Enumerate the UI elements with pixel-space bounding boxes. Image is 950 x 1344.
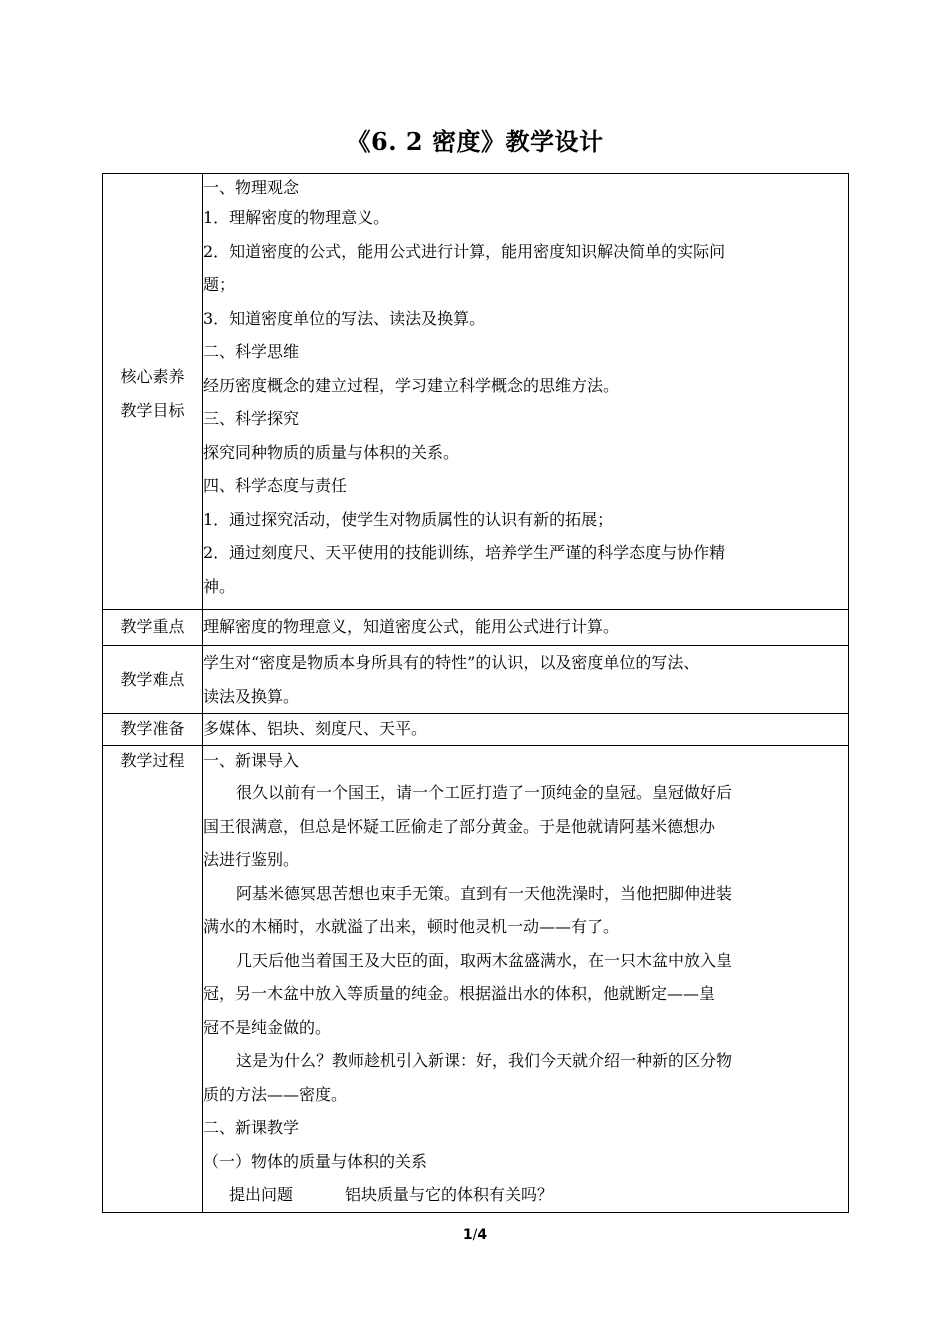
goal-line: 1．理解密度的物理意义。: [203, 208, 390, 227]
goal-line: 题；: [203, 275, 236, 294]
key-points-text: 理解密度的物理意义，知道密度公式，能用公式进行计算。: [203, 617, 620, 636]
row-content-preparation: [203, 714, 849, 746]
row-label-line: 教学过程: [120, 751, 185, 770]
goal-line: 2．通过刻度尺、天平使用的技能训练，培养学生严谨的科学态度与协作精: [203, 543, 726, 562]
page-total: 4: [477, 1227, 488, 1243]
subsection-heading: （一）物体的质量与体积的关系: [203, 1151, 428, 1171]
row-content-difficulties: [203, 646, 849, 714]
paragraph-line: 这是为什么？教师趁机引入新课：好，我们今天就介绍一种新的区分物: [236, 1051, 733, 1070]
section-heading: 二、科学思维: [203, 342, 300, 361]
section-heading: 四、科学态度与责任: [203, 476, 348, 495]
row-label-line: 教学准备: [120, 719, 185, 738]
page-number: 1: [462, 1227, 473, 1243]
question-line: [203, 1178, 848, 1212]
table-row-difficulties: [103, 646, 849, 714]
section-heading: 三、科学探究: [203, 409, 300, 428]
difficulties-line: 读法及换算。: [203, 686, 300, 706]
lesson-plan-table: [102, 173, 849, 1213]
section-heading: 一、新课导入: [203, 751, 300, 770]
row-label-difficulties: [103, 646, 203, 714]
goal-line: 1．通过探究活动，使学生对物质属性的认识有新的拓展；: [203, 509, 614, 529]
document-title: 《6. 2 密度》教学设计: [346, 127, 604, 156]
row-label-line: 教学重点: [120, 617, 185, 636]
goal-line: 经历密度概念的建立过程，学习建立科学概念的思维方法。: [203, 375, 620, 395]
page-separator: /: [472, 1227, 478, 1243]
row-label-preparation: [103, 714, 203, 746]
paragraph-line: 国王很满意，但总是怀疑工匠偷走了部分黄金。于是他就请阿基米德想办: [203, 816, 716, 836]
row-content-goals: [203, 174, 849, 610]
table-row-preparation: [103, 714, 849, 746]
goal-line: 3．知道密度单位的写法、读法及换算。: [203, 308, 486, 328]
row-label-key-points: [103, 610, 203, 646]
table-row-process: [103, 746, 849, 1213]
row-content-key-points: [203, 610, 849, 646]
row-label-line: 教学难点: [120, 669, 185, 689]
paragraph-line: 冠不是纯金做的。: [203, 1017, 332, 1037]
question-term: 提出问题: [229, 1185, 294, 1204]
paragraph-line: 质的方法——密度。: [203, 1084, 348, 1104]
table-row-goals: [103, 174, 849, 610]
row-label-goals: [103, 174, 203, 610]
table-row-key-points: [103, 610, 849, 646]
difficulties-line: 学生对“密度是物质本身所具有的特性”的认识，以及密度单位的写法、: [203, 653, 700, 672]
paragraph-line: 几天后他当着国王及大臣的面，取两木盆盛满水，在一只木盆中放入皇: [236, 950, 733, 970]
paragraph-line: 冠，另一木盆中放入等质量的纯金。根据溢出水的体积，他就断定——皇: [203, 984, 716, 1003]
row-label-process: [103, 746, 203, 1213]
preparation-text: 多媒体、铝块、刻度尺、天平。: [203, 719, 428, 738]
goal-line: 神。: [203, 576, 236, 596]
question-text: 铝块质量与它的体积有关吗？: [345, 1185, 554, 1204]
paragraph-line: 很久以前有一个国王，请一个工匠打造了一顶纯金的皇冠。皇冠做好后: [236, 783, 733, 802]
section-heading: 一、物理观念: [203, 178, 300, 197]
goal-line: 探究同种物质的质量与体积的关系。: [203, 442, 460, 462]
section-heading: 二、新课教学: [203, 1118, 300, 1137]
row-content-process: [203, 746, 849, 1213]
row-label-line: 核心素养: [120, 367, 185, 386]
paragraph-line: 阿基米德冥思苦想也束手无策。直到有一天他洗澡时，当他把脚伸进装: [236, 883, 733, 903]
goal-line: 2．知道密度的公式，能用公式进行计算，能用密度知识解决简单的实际问: [203, 241, 726, 261]
row-label-line: 教学目标: [120, 400, 185, 420]
page-footer: [0, 1227, 950, 1243]
paragraph-line: 法进行鉴别。: [203, 850, 300, 869]
paragraph-line: 满水的木桶时，水就溢了出来，顿时他灵机一动——有了。: [203, 917, 620, 936]
